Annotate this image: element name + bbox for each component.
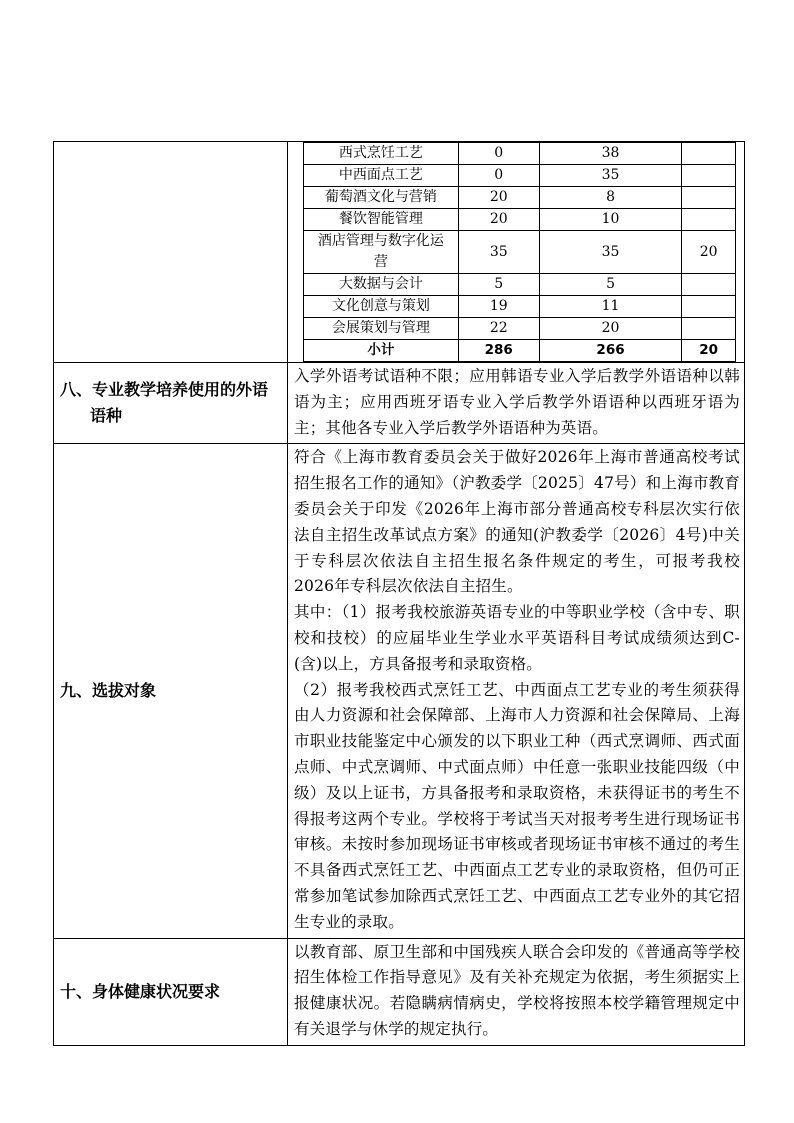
section-10-row	[54, 938, 745, 1045]
section-9-heading	[54, 444, 288, 938]
total-row	[304, 340, 736, 362]
quota-value-a: 35	[458, 231, 539, 274]
document-page	[53, 141, 745, 1046]
quota-value-a: 0	[458, 165, 539, 187]
quota-value-b: 8	[539, 187, 682, 209]
section-9-title: 九、选拔对象	[60, 680, 157, 700]
table-row	[304, 187, 736, 209]
quota-value-a: 19	[458, 296, 539, 318]
table-row	[304, 318, 736, 340]
quota-value-c	[682, 318, 736, 340]
quota-value-c	[682, 187, 736, 209]
quota-value-b: 35	[539, 165, 682, 187]
total-value-c: 20	[682, 340, 736, 362]
quota-value-b: 38	[539, 143, 682, 165]
section-8-title-line1: 八、专业教学培养使用的外语	[60, 380, 269, 400]
section-10-text: 以教育部、原卫生部和中国残疾人联合会印发的《普通高等学校招生体检工作指导意见》及有关补充规定为依据，考生须据实上报健康状况。若隐瞒病情病史，学校将按照本校学籍管理规定中有关退学与休学的规定执行。	[294, 942, 740, 1038]
total-label: 小计	[304, 340, 459, 362]
major-name: 酒店管理与数字化运营	[304, 231, 459, 274]
section-9-row	[54, 444, 745, 938]
admission-info-table	[53, 141, 745, 1046]
section-8-title-line2: 语种	[90, 406, 123, 426]
table-row	[304, 143, 736, 165]
table-row	[304, 165, 736, 187]
section-9-content	[288, 444, 745, 938]
table-row	[304, 231, 736, 274]
quota-value-a: 22	[458, 318, 539, 340]
table-row	[304, 209, 736, 231]
quota-value-b: 35	[539, 231, 682, 274]
quota-value-c	[682, 165, 736, 187]
section-8-heading	[54, 363, 288, 444]
quota-value-b: 10	[539, 209, 682, 231]
quota-right-cell	[288, 142, 745, 363]
section-9-paragraph-2: 其中：（1）报考我校旅游英语专业的中等职业学校（含中专、职校和技校）的应届毕业生学业水平英语科目考试成绩须达到C-(含)以上，方具备报考和录取资格。	[294, 603, 740, 673]
table-row	[304, 274, 736, 296]
quota-value-a: 0	[458, 143, 539, 165]
quota-value-c: 20	[682, 231, 736, 274]
table-row	[304, 296, 736, 318]
major-name: 文化创意与策划	[304, 296, 459, 318]
total-value-b: 266	[539, 340, 682, 362]
quota-value-c	[682, 296, 736, 318]
section-8-content	[288, 363, 745, 444]
quota-value-a: 5	[458, 274, 539, 296]
section-9-paragraph-1: 符合《上海市教育委员会关于做好2026年上海市普通高校考试招生报名工作的通知》（沪教委学〔2025〕47号）和上海市教育委员会关于印发《2026年上海市部分普通高校专科层次实行依法自主招生改革试点方案》的通知(沪教委学〔2026〕4号)中关于专科层次依法自主招生报名条件规定的考生，可报考我校2026年专科层次依法自主招生。	[294, 448, 740, 596]
section-8-text: 入学外语考试语种不限；应用韩语专业入学后教学外语语种以韩语为主；应用西班牙语专业入学后教学外语语种以西班牙语为主；其他各专业入学后教学外语语种为英语。	[294, 367, 740, 437]
major-name: 西式烹饪工艺	[304, 143, 459, 165]
quota-value-c	[682, 143, 736, 165]
quota-value-c	[682, 274, 736, 296]
quota-left-cell	[54, 142, 288, 363]
major-name: 餐饮智能管理	[304, 209, 459, 231]
section-9-paragraph-3: （2）报考我校西式烹饪工艺、中西面点工艺专业的考生须获得由人力资源和社会保障部、上海市人力资源和社会保障局、上海市职业技能鉴定中心颁发的以下职业工种（西式烹调师、西式面点师、中式烹调师、中式面点师）中任意一张职业技能四级（中级）及以上证书，方具备报考和录取资格，未获得证书的考生不得报考这两个专业。学校将于考试当天对报考考生进行现场证书审核。未按时参加现场证书审核或者现场证书审核不通过的考生不具备西式烹饪工艺、中西面点工艺专业的录取资格，但仍可正常参加笔试参加除西式烹饪工艺、中西面点工艺专业外的其它招生专业的录取。	[294, 680, 740, 931]
quota-value-a: 20	[458, 209, 539, 231]
section-10-heading	[54, 938, 288, 1045]
section-10-content	[288, 938, 745, 1045]
total-value-a: 286	[458, 340, 539, 362]
section-10-title: 十、身体健康状况要求	[60, 981, 221, 1001]
quota-table	[303, 142, 736, 362]
quota-value-a: 20	[458, 187, 539, 209]
quota-value-b: 11	[539, 296, 682, 318]
quota-row	[54, 142, 745, 363]
major-name: 葡萄酒文化与营销	[304, 187, 459, 209]
quota-value-b: 5	[539, 274, 682, 296]
quota-value-b: 20	[539, 318, 682, 340]
major-name: 会展策划与管理	[304, 318, 459, 340]
major-name: 大数据与会计	[304, 274, 459, 296]
major-name: 中西面点工艺	[304, 165, 459, 187]
quota-value-c	[682, 209, 736, 231]
section-8-row	[54, 363, 745, 444]
